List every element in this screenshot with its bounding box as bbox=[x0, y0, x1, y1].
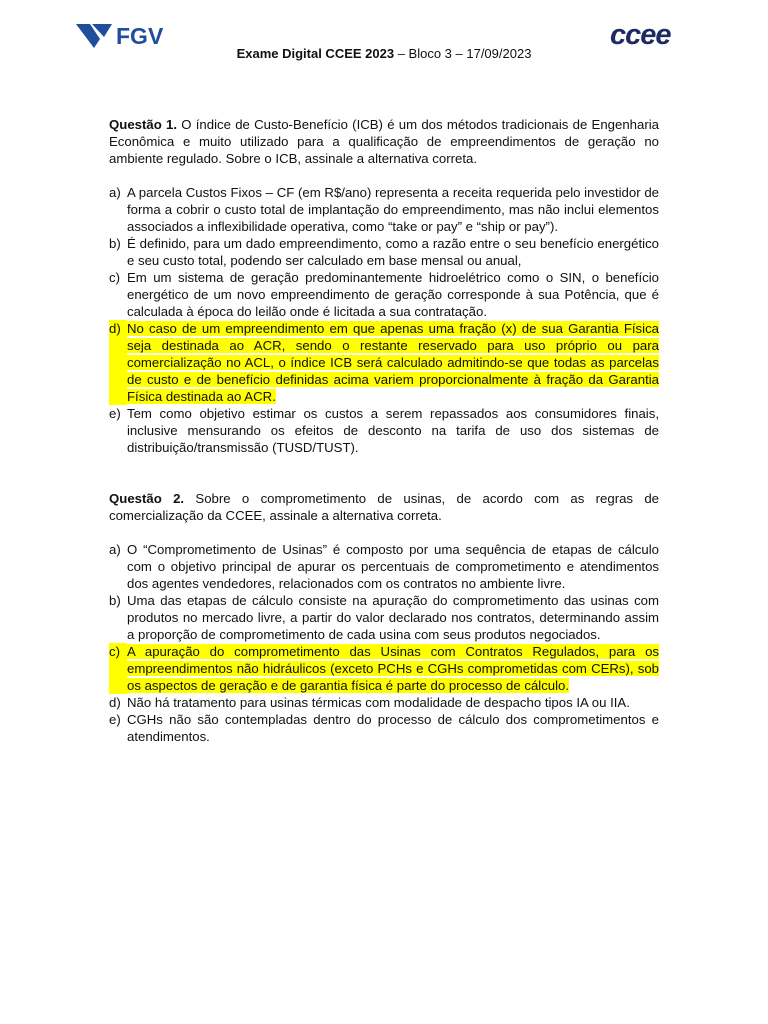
option-text bbox=[127, 184, 659, 235]
option-text-content: Em um sistema de geração predominantemente hidroelétrico como o SIN, o benefício energético de um novo empreendimento de geração corresponde à sua Potência, que é calculada à época do leilão onde é licitada a sua contratação. bbox=[127, 270, 659, 319]
fgv-logo bbox=[76, 22, 186, 48]
highlighted-answer-text: No caso de um empreendimento em que apenas uma fração (x) de sua Garantia Física seja destinada ao ACR, sendo o restante reservado para uso próprio ou para comercialização no ACL, o índice ICB será calculado admitindo-se que todas as parcelas de custo e de benefício definidas acima variem proporcionalmente à fração da Garantia Física destinada ao ACR. bbox=[127, 321, 659, 404]
option-text bbox=[127, 269, 659, 320]
fgv-logo-text: FGV bbox=[116, 23, 164, 48]
question-2 bbox=[109, 490, 659, 745]
option-letter-highlighted: d) bbox=[109, 320, 127, 405]
option-text-content: A parcela Custos Fixos – CF (em R$/ano) representa a receita requerida pelo investidor de forma a cobrir o custo total de implantação do empreendimento, mas não inclui elementos associados a inflexibilidade operativa, como “take or pay” e “ship or pay”). bbox=[127, 185, 659, 234]
highlighted-answer-text: A apuração do comprometimento das Usinas com Contratos Regulados, para os empreendimentos não hidráulicos (exceto PCHs e CGHs comprometidas com CERs), sob os aspectos de geração e de garantia física é parte do processo de cálculo. bbox=[127, 644, 659, 693]
option-text-content: Uma das etapas de cálculo consiste na apuração do comprometimento das usinas com produtos no mercado livre, a partir do valor declarado nos contratos, determinando assim a proporção de comprometimento de cada usina com seus produtos negociados. bbox=[127, 593, 659, 642]
question-2-statement bbox=[109, 490, 659, 524]
question-2-number: Questão 2. bbox=[109, 491, 185, 506]
option-text-content: Não há tratamento para usinas térmicas com modalidade de despacho tipos IA ou IIA. bbox=[127, 695, 630, 710]
question-2-text: Sobre o comprometimento de usinas, de acordo com as regras de comercialização da CCEE, assinale a alternativa correta. bbox=[109, 491, 659, 523]
question-spacer bbox=[109, 456, 659, 490]
exam-content bbox=[109, 116, 659, 745]
exam-title-bold: Exame Digital CCEE 2023 bbox=[236, 46, 395, 61]
option-text bbox=[127, 643, 659, 694]
question-1-option-c bbox=[109, 269, 659, 320]
option-text bbox=[127, 694, 659, 711]
question-1-option-e bbox=[109, 405, 659, 456]
question-1-text: O índice de Custo-Benefício (ICB) é um dos métodos tradicionais de Engenharia Econômica e muito utilizado para a qualificação de empreendimentos de geração no ambiente regulado. Sobre o ICB, assinale a alternativa correta. bbox=[109, 117, 659, 166]
option-text bbox=[127, 711, 659, 745]
option-letter: b) bbox=[109, 593, 121, 608]
option-text-content: É definido, para um dado empreendimento, como a razão entre o seu benefício energético e seu custo total, podendo ser calculado em base mensal ou anual, bbox=[127, 236, 659, 268]
option-letter: e) bbox=[109, 712, 121, 727]
ccee-logo-text: ccee bbox=[610, 20, 671, 50]
option-letter: a) bbox=[109, 542, 121, 557]
question-1-option-a bbox=[109, 184, 659, 235]
option-letter: b) bbox=[109, 236, 121, 251]
option-text bbox=[127, 592, 659, 643]
option-letter: e) bbox=[109, 406, 121, 421]
exam-title-rest: – Bloco 3 – 17/09/2023 bbox=[394, 46, 532, 61]
question-1-option-b bbox=[109, 235, 659, 269]
option-text bbox=[127, 405, 659, 456]
question-1-options bbox=[109, 184, 659, 456]
option-text-content: CGHs não são contempladas dentro do processo de cálculo dos comprometimentos e atendimentos. bbox=[127, 712, 659, 744]
option-text bbox=[127, 541, 659, 592]
question-1 bbox=[109, 116, 659, 456]
option-text-content: Tem como objetivo estimar os custos a serem repassados aos consumidores finais, inclusive mensurando os efeitos de desconto na tarifa de uso dos sistemas de distribuição/transmissão (TUSD/TUST). bbox=[127, 406, 659, 455]
question-1-number: Questão 1. bbox=[109, 117, 178, 132]
question-1-option-d bbox=[109, 320, 659, 405]
exam-title bbox=[0, 46, 768, 61]
option-letter: c) bbox=[109, 270, 120, 285]
question-1-statement bbox=[109, 116, 659, 167]
question-2-option-d bbox=[109, 694, 659, 711]
question-2-option-e bbox=[109, 711, 659, 745]
option-letter: a) bbox=[109, 185, 121, 200]
question-2-option-a bbox=[109, 541, 659, 592]
question-2-option-b bbox=[109, 592, 659, 643]
page-header bbox=[0, 0, 768, 70]
option-letter: d) bbox=[109, 695, 121, 710]
option-letter-highlighted: c) bbox=[109, 643, 127, 694]
question-2-option-c bbox=[109, 643, 659, 694]
question-2-options bbox=[109, 541, 659, 745]
option-text-content: O “Comprometimento de Usinas” é composto por uma sequência de etapas de cálculo com o objetivo principal de apurar os percentuais de comprometimento e atendimentos dos agentes vendedores, relacionados com os contratos no ambiente livre. bbox=[127, 542, 659, 591]
option-text bbox=[127, 235, 659, 269]
option-text bbox=[127, 320, 659, 405]
